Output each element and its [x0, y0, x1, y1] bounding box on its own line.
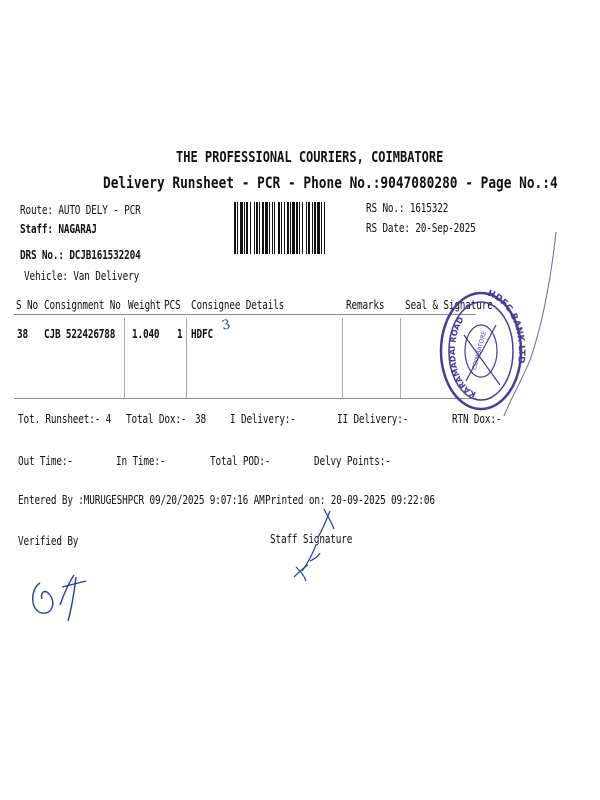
route-info: Route: AUTO DELY - PCR: [20, 203, 141, 217]
handwritten-note: 3: [220, 317, 232, 334]
row-sno: 38: [17, 327, 28, 341]
staff-signature: [290, 505, 340, 585]
entered-by: Entered By :MURUGESHPCR 09/20/2025 9:07:16 AM: [18, 493, 265, 507]
table-bottom-rule: [14, 398, 476, 399]
staff-signature-label: Staff Signature: [270, 532, 353, 546]
table-header-rule: [14, 314, 476, 315]
printed-on: Printed on: 20-09-2025 09:22:06: [265, 493, 435, 507]
total-dox-label: Total Dox:-: [126, 412, 187, 426]
total-runsheet: Tot. Runsheet:- 4: [18, 412, 112, 426]
total-dox-value: 38: [195, 412, 206, 426]
col-weight: Weight: [128, 298, 161, 312]
stamp-middle-text: KARAMADAI ROAD: [447, 315, 478, 399]
rs-number: RS No.: 1615322: [366, 201, 449, 215]
rs-date: RS Date: 20-Sep-2025: [366, 221, 476, 235]
in-time: In Time:-: [116, 454, 166, 468]
row-weight: 1.040: [132, 327, 160, 341]
stamp-inner-text: COIMBATORE: [470, 330, 489, 371]
drs-number: DRS No.: DCJB161532204: [20, 248, 141, 262]
col-sno: S No: [16, 298, 38, 312]
runsheet-subtitle: Delivery Runsheet - PCR - Phone No.:9047080280 - Page No.:4: [103, 173, 558, 192]
svg-text:HDFC BANK LTD: [486, 289, 526, 364]
bank-stamp: [436, 285, 526, 415]
col-consignee: Consignee Details: [191, 298, 285, 312]
second-delivery: II Delivery:-: [337, 412, 409, 426]
col-seal: Seal & Signature: [405, 298, 493, 312]
col-remarks: Remarks: [346, 298, 385, 312]
company-title: THE PROFESSIONAL COURIERS, COIMBATORE: [176, 148, 444, 166]
staff-info: Staff: NAGARAJ: [20, 222, 97, 236]
barcode: [234, 202, 362, 254]
row-consignee: HDFC: [191, 327, 213, 341]
out-time: Out Time:-: [18, 454, 73, 468]
verifier-signature: [26, 565, 96, 625]
col-consignment: Consignment No: [44, 298, 121, 312]
total-pod: Total POD:-: [210, 454, 271, 468]
rtn-dox: RTN Dox:-: [452, 412, 502, 426]
col-pcs: PCS: [164, 298, 181, 312]
verified-by-label: Verified By: [18, 534, 79, 548]
delivery-points: Delvy Points:-: [314, 454, 391, 468]
first-delivery: I Delivery:-: [230, 412, 296, 426]
stamp-outer-text: HDFC BANK LTD: [485, 288, 526, 364]
row-consignment: CJB 522426788: [44, 327, 116, 341]
row-pcs: 1: [177, 327, 183, 341]
vehicle-info: Vehicle: Van Delivery: [24, 269, 140, 283]
